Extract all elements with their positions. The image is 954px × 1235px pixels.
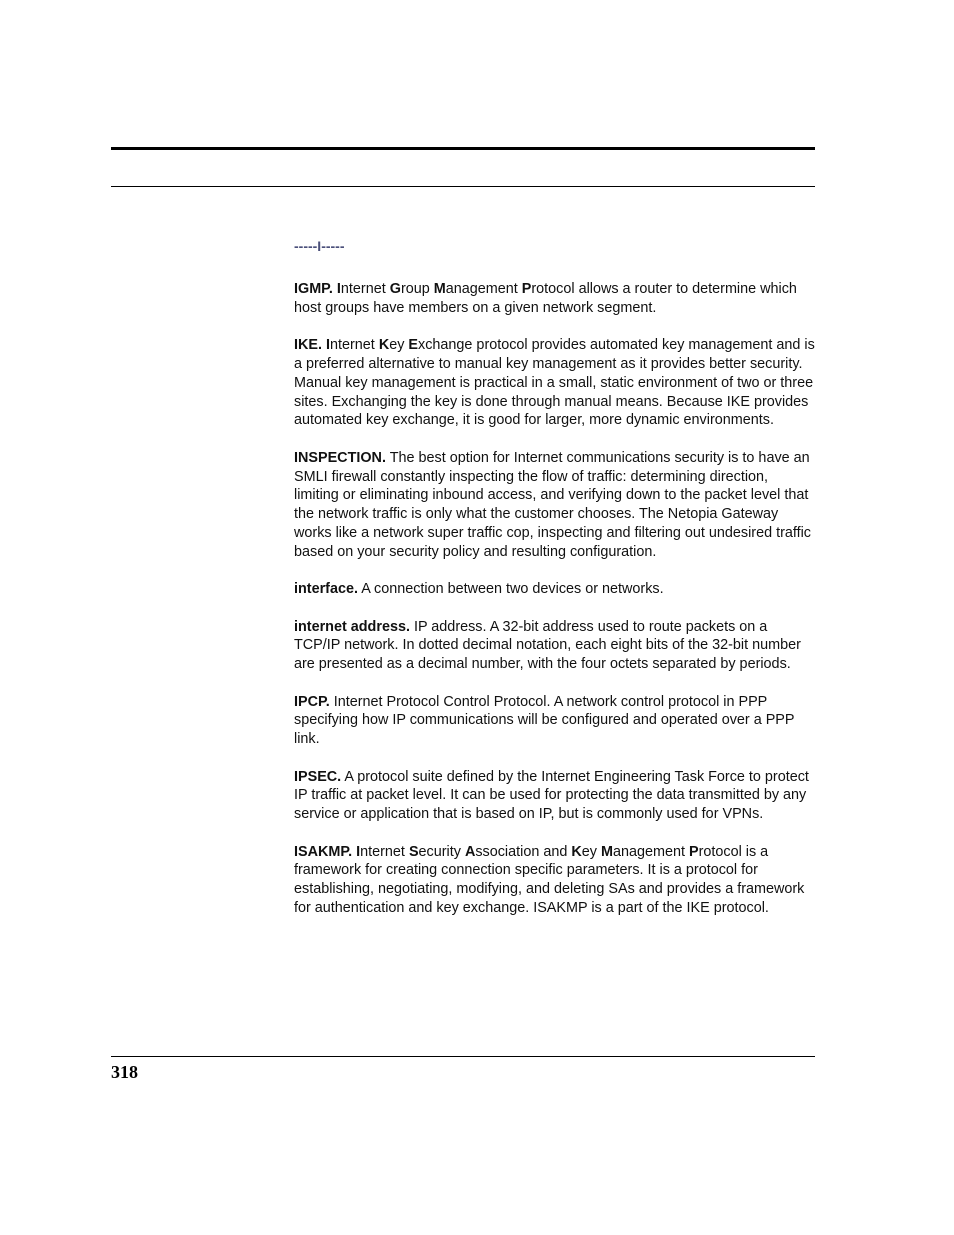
acronym-letter: I: [356, 843, 361, 860]
definition-text: rotocol allows a router to determine which host groups have members on a given network segment.: [294, 281, 797, 316]
glossary-entry-interface: [294, 580, 816, 599]
acronym-letter: I: [336, 281, 341, 297]
glossary-definition: [294, 450, 811, 560]
acronym-letter: S: [408, 843, 419, 860]
glossary-term: IGMP.: [294, 281, 333, 297]
definition-text: ssociation and: [475, 843, 572, 860]
definition-text: anagement: [612, 843, 689, 860]
definition-text: xchange protocol provides automated key management and is a preferred alternative to manual key management as it provides better security. Manual key management is practical in a small, static environment of two or three sites. Exchanging the key is done through manual means. Because IKE provides automated key exchange, it is good for larger, more dynamic environments.: [294, 337, 815, 429]
glossary-definition: [294, 337, 815, 428]
header-rule-thin: [111, 186, 815, 187]
definition-text: A protocol suite defined by the Internet Engineering Task Force to protect IP traffic at packet level. It can be used for protecting the data transmitted by any service or application that is based on IP, but is commonly used for VPNs.: [294, 768, 809, 822]
footer-rule: [111, 1056, 815, 1057]
definition-text: nternet: [360, 843, 409, 860]
glossary-term: internet address.: [294, 618, 410, 635]
section-marker: -----I-----: [294, 238, 345, 254]
acronym-letter: K: [571, 843, 582, 860]
glossary-definition: [294, 769, 809, 823]
acronym-letter: K: [378, 337, 390, 354]
acronym-letter: A: [464, 843, 476, 860]
page-number: 318: [111, 1062, 138, 1082]
glossary-definition: [361, 581, 663, 597]
glossary-term: INSPECTION.: [294, 449, 386, 466]
glossary-entry-ipsec: [294, 768, 816, 824]
glossary-entry-inspection: [294, 449, 816, 562]
glossary-entry-igmp: [294, 280, 816, 318]
acronym-letter: P: [688, 843, 699, 860]
glossary-definition: [294, 694, 794, 748]
definition-text: The best option for Internet communications security is to have an SMLI firewall constantly inspecting the flow of traffic: determining direction, limiting or eliminating inbound access, and verifying down to the packet level that the network traffic is only what the customer chooses. The Netopia Gateway works like a network super traffic cop, inspecting and filtering out undesired traffic based on your security policy and resulting configuration.: [294, 449, 811, 560]
glossary-term: interface.: [294, 581, 358, 597]
glossary-list: [294, 280, 816, 936]
glossary-entry-ike: [294, 336, 816, 430]
definition-text: nternet: [330, 337, 379, 354]
glossary-term: ISAKMP.: [294, 843, 353, 860]
definition-text: roup: [400, 281, 434, 297]
definition-text: anagement: [445, 281, 522, 297]
definition-text: nternet: [340, 281, 390, 297]
definition-text: ecurity: [418, 843, 465, 860]
acronym-letter: M: [600, 843, 613, 860]
definition-text: Internet Protocol Control Protocol. A network control protocol in PPP specifying how IP communications will be configured and operated over a PPP link.: [294, 693, 795, 747]
glossary-definition: [294, 281, 797, 316]
glossary-term: IPSEC.: [294, 768, 342, 785]
definition-text: rotocol is a framework for creating connection specific parameters. It is a protocol for establishing, negotiating, modifying, and deleting SAs and provides a framework for authentication and key exchange. ISAKMP is a part of the IKE protocol.: [294, 843, 805, 916]
definition-text: ey: [389, 337, 409, 354]
acronym-letter: P: [521, 281, 532, 297]
glossary-entry-internet-address: [294, 618, 816, 674]
acronym-letter: G: [389, 281, 401, 297]
glossary-definition: [294, 844, 804, 916]
glossary-term: IPCP.: [294, 693, 330, 710]
glossary-entry-isakmp: [294, 843, 816, 918]
header-rule-thick: [111, 147, 815, 150]
glossary-term: IKE.: [294, 337, 322, 354]
glossary-entry-ipcp: [294, 693, 816, 749]
definition-text: ey: [581, 843, 601, 860]
definition-text: A connection between two devices or networks.: [361, 581, 664, 597]
definition-text: IP address. A 32-bit address used to route packets on a TCP/IP network. In dotted decimal notation, each eight bits of the 32-bit number are presented as a decimal number, with the four octets separated by periods.: [294, 618, 801, 672]
acronym-letter: M: [433, 281, 446, 297]
acronym-letter: E: [408, 337, 419, 354]
acronym-letter: I: [326, 337, 330, 354]
